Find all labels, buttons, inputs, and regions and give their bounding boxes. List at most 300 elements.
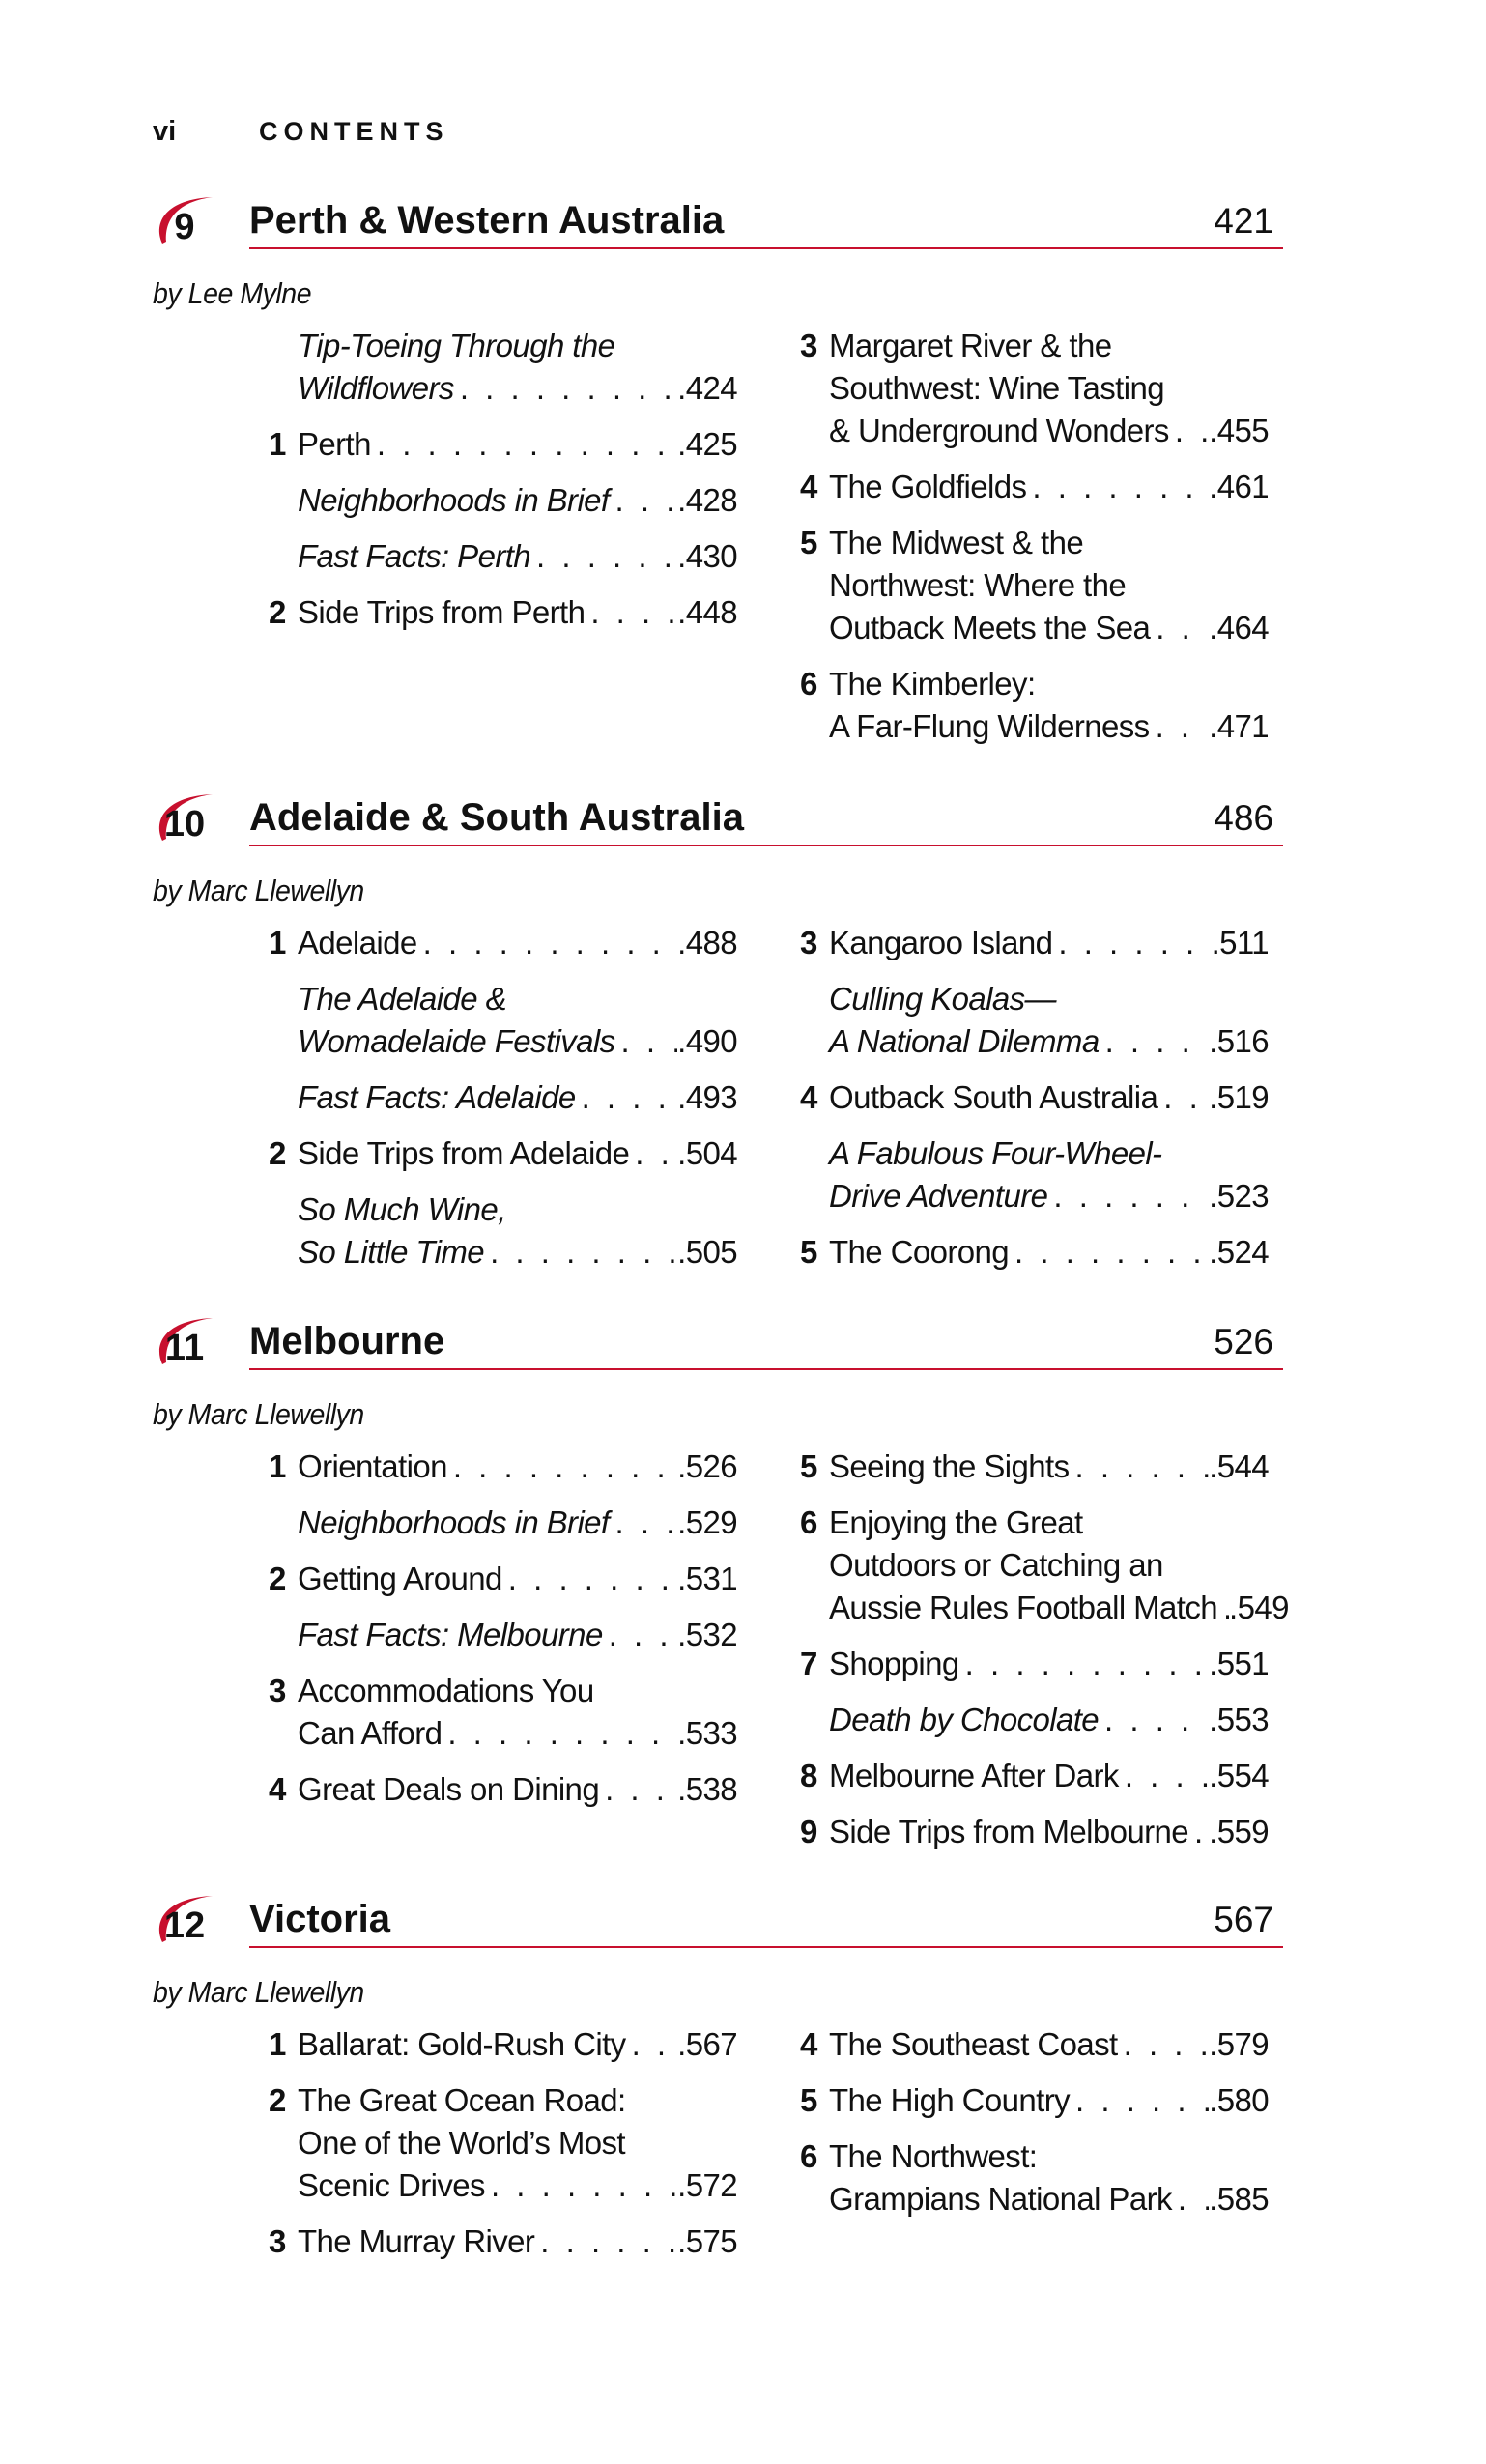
dot-leader bbox=[1070, 2079, 1209, 2122]
toc-column-right bbox=[800, 1446, 1289, 1867]
dot-leader bbox=[442, 1712, 677, 1755]
entry-title-line: Adelaide bbox=[298, 925, 417, 960]
entry-page-number: .544 bbox=[1209, 1448, 1269, 1484]
entry-line bbox=[829, 1446, 1269, 1488]
entry-title-line: The High Country bbox=[829, 2082, 1071, 2118]
section-number: 6 bbox=[800, 1504, 817, 1540]
dot-leader bbox=[1069, 1446, 1209, 1488]
entry-line bbox=[298, 1614, 737, 1656]
entry-page-number: .505 bbox=[677, 1234, 737, 1270]
dot-leader bbox=[502, 1558, 677, 1600]
chapter-byline: by Lee Mylne bbox=[153, 276, 312, 310]
dot-leader bbox=[1009, 1231, 1209, 1274]
entry-title-line: Shopping bbox=[829, 1646, 959, 1681]
toc-section-entry[interactable] bbox=[800, 466, 1269, 508]
chapter-title: Victoria bbox=[249, 1898, 390, 1940]
entry-line bbox=[298, 1132, 737, 1175]
entry-title-line: A National Dilemma bbox=[829, 1023, 1100, 1059]
chapter-number-badge bbox=[153, 790, 213, 845]
running-head bbox=[153, 116, 449, 148]
entry-page-number: .448 bbox=[677, 594, 737, 630]
entry-text bbox=[269, 1132, 737, 1175]
entry-line bbox=[829, 410, 1269, 452]
entry-title-line: Fast Facts: Melbourne bbox=[298, 1617, 603, 1652]
toc-columns bbox=[153, 325, 1283, 744]
chapter-section bbox=[153, 193, 1283, 744]
chapter-number: 10 bbox=[163, 804, 206, 845]
entry-text bbox=[269, 2023, 737, 2066]
entry-title-line: Wildflowers bbox=[298, 370, 454, 406]
entry-title-line: Accommodations You bbox=[298, 1673, 594, 1708]
entry-line bbox=[829, 1231, 1269, 1274]
section-number: 3 bbox=[800, 925, 817, 960]
entry-title-line: Outback Meets the Sea bbox=[829, 610, 1151, 645]
dot-leader bbox=[576, 1076, 678, 1119]
toc-columns bbox=[153, 2023, 1283, 2275]
entry-title-line: The Coorong bbox=[829, 1234, 1010, 1270]
section-number: 1 bbox=[269, 925, 286, 960]
section-number: 5 bbox=[800, 525, 817, 560]
entry-text bbox=[269, 325, 737, 410]
entry-title-line: Great Deals on Dining bbox=[298, 1771, 600, 1807]
entry-text bbox=[800, 1231, 1269, 1274]
entry-text bbox=[800, 2135, 1269, 2220]
entry-line bbox=[298, 1768, 737, 1811]
entry-line bbox=[298, 922, 737, 964]
entry-title-line: The Adelaide & bbox=[298, 981, 507, 1017]
entry-page-number: .575 bbox=[677, 2223, 737, 2259]
dot-leader bbox=[1169, 410, 1209, 452]
entry-title-line: Can Afford bbox=[298, 1715, 443, 1751]
entry-text bbox=[269, 1768, 737, 1811]
chapter-header bbox=[153, 1314, 1283, 1372]
entry-title-line: Culling Koalas— bbox=[829, 981, 1056, 1017]
section-number: 5 bbox=[800, 2082, 817, 2118]
entry-line bbox=[298, 1231, 737, 1274]
entry-title-line: So Much Wine, bbox=[298, 1191, 506, 1227]
chapter-title: Perth & Western Australia bbox=[249, 199, 725, 242]
chapter-rule bbox=[249, 1368, 1283, 1370]
entry-title-line: A Far-Flung Wilderness bbox=[829, 708, 1150, 744]
toc-column-left bbox=[269, 2023, 737, 2277]
entry-title-line: Neighborhoods in Brief bbox=[298, 1504, 610, 1540]
entry-title-line: Grampians National Park bbox=[829, 2181, 1172, 2217]
dot-leader bbox=[610, 1502, 678, 1544]
dot-leader bbox=[530, 535, 677, 578]
toc-feature-entry[interactable] bbox=[269, 325, 737, 410]
toc-section-entry[interactable] bbox=[269, 2079, 737, 2207]
entry-text bbox=[269, 1502, 737, 1544]
entry-page-number: .579 bbox=[1209, 2026, 1269, 2062]
toc-feature-entry[interactable] bbox=[269, 978, 737, 1063]
entry-line bbox=[298, 978, 737, 1020]
entry-title-line: The Northwest: bbox=[829, 2138, 1038, 2174]
entry-line bbox=[829, 705, 1269, 748]
entry-page-number: .504 bbox=[677, 1135, 737, 1171]
section-number: 2 bbox=[269, 594, 286, 630]
chapter-number: 11 bbox=[164, 1328, 205, 1368]
entry-title-line: Death by Chocolate bbox=[829, 1702, 1100, 1737]
chapter-header bbox=[153, 1892, 1283, 1950]
entry-text bbox=[269, 1558, 737, 1600]
entry-page-number: .488 bbox=[677, 925, 737, 960]
dot-leader bbox=[1100, 1020, 1210, 1063]
entry-page-number: .532 bbox=[677, 1617, 737, 1652]
entry-title-line: Southwest: Wine Tasting bbox=[829, 370, 1164, 406]
entry-title-line: Aussie Rules Football Match bbox=[829, 1590, 1217, 1625]
section-number: 9 bbox=[800, 1814, 817, 1849]
entry-page-number: .464 bbox=[1209, 610, 1269, 645]
toc-column-right bbox=[800, 2023, 1269, 2234]
section-number: 5 bbox=[800, 1448, 817, 1484]
toc-section-entry[interactable] bbox=[800, 1446, 1269, 1488]
entry-line bbox=[829, 1587, 1289, 1629]
chapter-page-number: 421 bbox=[1214, 201, 1273, 241]
toc-section-entry[interactable] bbox=[800, 663, 1269, 748]
entry-text bbox=[800, 978, 1269, 1063]
entry-line bbox=[829, 922, 1269, 964]
section-number: 5 bbox=[800, 1234, 817, 1270]
dot-leader bbox=[454, 367, 677, 410]
dot-leader bbox=[1118, 2023, 1210, 2066]
entry-page-number: .529 bbox=[677, 1504, 737, 1540]
dot-leader bbox=[585, 591, 677, 634]
entry-title-line: A Fabulous Four-Wheel- bbox=[829, 1135, 1162, 1171]
entry-text bbox=[269, 2220, 737, 2263]
section-number: 2 bbox=[269, 2082, 286, 2118]
dot-leader bbox=[629, 1132, 677, 1175]
toc-feature-entry[interactable] bbox=[269, 1189, 737, 1274]
entry-title-line: One of the World’s Most bbox=[298, 2125, 625, 2161]
dot-leader bbox=[484, 1231, 677, 1274]
entry-line bbox=[829, 1544, 1269, 1587]
entry-line bbox=[298, 591, 737, 634]
entry-text bbox=[800, 325, 1269, 452]
chapter-title: Adelaide & South Australia bbox=[249, 796, 744, 839]
section-number: 3 bbox=[800, 328, 817, 363]
chapter-section bbox=[153, 790, 1283, 1279]
toc-column-left bbox=[269, 1446, 737, 1824]
entry-title-line: Outdoors or Catching an bbox=[829, 1547, 1163, 1583]
entry-text bbox=[269, 535, 737, 578]
dot-leader bbox=[371, 423, 677, 466]
entry-title-line: Outback South Australia bbox=[829, 1079, 1158, 1115]
entry-text bbox=[800, 1502, 1289, 1629]
section-number: 6 bbox=[800, 666, 817, 702]
chapter-section bbox=[153, 1892, 1283, 2275]
dot-leader bbox=[1099, 1699, 1209, 1741]
dot-leader bbox=[1026, 466, 1209, 508]
entry-line bbox=[829, 1811, 1269, 1853]
entry-title-line: Tip-Toeing Through the bbox=[298, 328, 615, 363]
entry-text bbox=[800, 1076, 1269, 1119]
chapter-page-number: 486 bbox=[1214, 798, 1273, 838]
toc-feature-entry[interactable] bbox=[800, 978, 1269, 1063]
toc-section-entry[interactable] bbox=[269, 423, 737, 466]
entry-text bbox=[800, 922, 1269, 964]
dot-leader bbox=[1119, 1755, 1209, 1797]
entry-title-line: The Southeast Coast bbox=[829, 2026, 1118, 2062]
entry-page-number: .531 bbox=[677, 1561, 737, 1596]
entry-page-number: .526 bbox=[677, 1448, 737, 1484]
entry-title-line: Side Trips from Melbourne bbox=[829, 1814, 1188, 1849]
page-folio: vi bbox=[153, 116, 177, 147]
section-number: 4 bbox=[269, 1771, 286, 1807]
entry-page-number: .538 bbox=[677, 1771, 737, 1807]
entry-page-number: .551 bbox=[1209, 1646, 1269, 1681]
dot-leader bbox=[1157, 1076, 1209, 1119]
toc-column-right bbox=[800, 325, 1269, 761]
entry-title-line: & Underground Wonders bbox=[829, 413, 1169, 448]
chapter-page-number: 526 bbox=[1214, 1322, 1273, 1361]
toc-section-entry[interactable] bbox=[800, 325, 1269, 452]
toc-column-left bbox=[269, 922, 737, 1287]
entry-text bbox=[269, 1670, 737, 1755]
section-number: 4 bbox=[800, 1079, 817, 1115]
entry-text bbox=[269, 1076, 737, 1119]
entry-text bbox=[269, 2079, 737, 2207]
entry-page-number: .430 bbox=[677, 538, 737, 574]
dot-leader bbox=[1188, 1811, 1209, 1853]
entry-line bbox=[298, 2079, 737, 2122]
entry-title-line: Womadelaide Festivals bbox=[298, 1023, 615, 1059]
chapter-number-badge bbox=[153, 1892, 213, 1946]
dot-leader bbox=[610, 479, 678, 522]
entry-line bbox=[298, 1020, 737, 1063]
dot-leader bbox=[1150, 607, 1209, 649]
entry-line bbox=[298, 2220, 737, 2263]
section-number: 7 bbox=[800, 1646, 817, 1681]
entry-text bbox=[269, 479, 737, 522]
entry-title-line: Getting Around bbox=[298, 1561, 502, 1596]
entry-line bbox=[829, 522, 1269, 564]
entry-line bbox=[829, 2135, 1269, 2178]
entry-text bbox=[800, 466, 1269, 508]
entry-title-line: Enjoying the Great bbox=[829, 1504, 1083, 1540]
entry-title-line: The Midwest & the bbox=[829, 525, 1084, 560]
dot-leader bbox=[603, 1614, 677, 1656]
entry-text bbox=[800, 1132, 1269, 1218]
entry-page-number: .549 bbox=[1229, 1590, 1289, 1625]
entry-page-number: .428 bbox=[677, 482, 737, 518]
entry-line bbox=[829, 564, 1269, 607]
entry-title-line: Neighborhoods in Brief bbox=[298, 482, 610, 518]
running-head-label: CONTENTS bbox=[259, 117, 449, 146]
chapter-number: 9 bbox=[174, 207, 195, 247]
chapter-number: 12 bbox=[163, 1905, 206, 1946]
dot-leader bbox=[417, 922, 678, 964]
dot-leader bbox=[626, 2023, 678, 2066]
toc-section-entry[interactable] bbox=[269, 2023, 737, 2066]
entry-page-number: .554 bbox=[1209, 1758, 1269, 1793]
entry-text bbox=[269, 922, 737, 964]
chapter-header bbox=[153, 193, 1283, 251]
entry-line bbox=[298, 535, 737, 578]
entry-line bbox=[829, 607, 1269, 649]
entry-title-line: Fast Facts: Adelaide bbox=[298, 1079, 576, 1115]
toc-column-right bbox=[800, 922, 1269, 1287]
chapter-number-badge bbox=[153, 1314, 213, 1368]
entry-line bbox=[298, 479, 737, 522]
entry-page-number: .461 bbox=[1209, 469, 1269, 504]
toc-columns bbox=[153, 922, 1283, 1279]
entry-line bbox=[298, 367, 737, 410]
entry-page-number: .519 bbox=[1209, 1079, 1269, 1115]
entry-line bbox=[298, 1712, 737, 1755]
entry-text bbox=[800, 1755, 1269, 1797]
entry-line bbox=[298, 2164, 737, 2207]
toc-feature-entry[interactable] bbox=[269, 479, 737, 522]
entry-title-line: Side Trips from Perth bbox=[298, 594, 586, 630]
chapter-rule bbox=[249, 845, 1283, 846]
entry-text bbox=[269, 423, 737, 466]
toc-section-entry[interactable] bbox=[269, 1670, 737, 1755]
entry-line bbox=[298, 1558, 737, 1600]
entry-title-line: Melbourne After Dark bbox=[829, 1758, 1119, 1793]
dot-leader bbox=[1217, 1587, 1229, 1629]
entry-line bbox=[298, 1076, 737, 1119]
toc-section-entry[interactable] bbox=[800, 2135, 1269, 2220]
entry-line bbox=[829, 1076, 1269, 1119]
entry-line bbox=[298, 325, 737, 367]
entry-title-line: Ballarat: Gold-Rush City bbox=[298, 2026, 626, 2062]
toc-feature-entry[interactable] bbox=[800, 1699, 1269, 1741]
entry-line bbox=[829, 466, 1269, 508]
chapter-title: Melbourne bbox=[249, 1320, 445, 1362]
entry-text bbox=[269, 591, 737, 634]
entry-title-line: Kangaroo Island bbox=[829, 925, 1053, 960]
section-number: 2 bbox=[269, 1135, 286, 1171]
dot-leader bbox=[599, 1768, 677, 1811]
toc-section-entry[interactable] bbox=[800, 1811, 1269, 1853]
entry-text bbox=[800, 663, 1269, 748]
chapter-rule bbox=[249, 247, 1283, 249]
section-number: 3 bbox=[269, 1673, 286, 1708]
dot-leader bbox=[1172, 2178, 1209, 2220]
section-number: 8 bbox=[800, 1758, 817, 1793]
entry-text bbox=[800, 1643, 1269, 1685]
dot-leader bbox=[615, 1020, 678, 1063]
toc-section-entry[interactable] bbox=[800, 1076, 1269, 1119]
chapter-byline: by Marc Llewellyn bbox=[153, 1975, 364, 2009]
chapter-section bbox=[153, 1314, 1289, 1880]
entry-text bbox=[269, 1446, 737, 1488]
chapter-byline: by Marc Llewellyn bbox=[153, 874, 364, 907]
toc-section-entry[interactable] bbox=[800, 2079, 1269, 2122]
entry-title-line: Perth bbox=[298, 426, 371, 462]
entry-title-line: Scenic Drives bbox=[298, 2167, 485, 2203]
toc-section-entry[interactable] bbox=[800, 1502, 1289, 1629]
entry-page-number: .455 bbox=[1209, 413, 1269, 448]
section-number: 4 bbox=[800, 2026, 817, 2062]
chapter-byline: by Marc Llewellyn bbox=[153, 1397, 364, 1431]
chapter-page-number: 567 bbox=[1214, 1900, 1273, 1939]
entry-page-number: .490 bbox=[677, 1023, 737, 1059]
entry-title-line: The Kimberley: bbox=[829, 666, 1036, 702]
toc-section-entry[interactable] bbox=[800, 1755, 1269, 1797]
section-number: 2 bbox=[269, 1561, 286, 1596]
section-number: 4 bbox=[800, 469, 817, 504]
entry-title-line: The Goldfields bbox=[829, 469, 1027, 504]
entry-title-line: So Little Time bbox=[298, 1234, 485, 1270]
toc-section-entry[interactable] bbox=[269, 1132, 737, 1175]
entry-text bbox=[800, 1811, 1269, 1853]
toc-feature-entry[interactable] bbox=[269, 1502, 737, 1544]
toc-section-entry[interactable] bbox=[269, 1446, 737, 1488]
dot-leader bbox=[959, 1643, 1210, 1685]
section-number: 1 bbox=[269, 426, 286, 462]
entry-title-line: The Murray River bbox=[298, 2223, 535, 2259]
toc-feature-entry[interactable] bbox=[269, 1614, 737, 1656]
entry-line bbox=[829, 1175, 1269, 1218]
entry-line bbox=[829, 1643, 1269, 1685]
entry-page-number: .493 bbox=[677, 1079, 737, 1115]
toc-section-entry[interactable] bbox=[800, 1231, 1269, 1274]
entry-line bbox=[298, 2023, 737, 2066]
toc-feature-entry[interactable] bbox=[269, 535, 737, 578]
entry-title-line: Margaret River & the bbox=[829, 328, 1112, 363]
chapter-rule bbox=[249, 1946, 1283, 1948]
entry-line bbox=[829, 1699, 1269, 1741]
entry-text bbox=[269, 1614, 737, 1656]
entry-line bbox=[298, 1502, 737, 1544]
toc-section-entry[interactable] bbox=[800, 2023, 1269, 2066]
entry-text bbox=[269, 1189, 737, 1274]
entry-page-number: .524 bbox=[1209, 1234, 1269, 1270]
toc-columns bbox=[153, 1446, 1289, 1880]
entry-title-line: Seeing the Sights bbox=[829, 1448, 1070, 1484]
entry-line bbox=[829, 663, 1269, 705]
entry-line bbox=[298, 1670, 737, 1712]
entry-text bbox=[269, 978, 737, 1063]
entry-line bbox=[829, 1020, 1269, 1063]
toc-section-entry[interactable] bbox=[269, 2220, 737, 2263]
toc-column-left bbox=[269, 325, 737, 647]
entry-text bbox=[800, 522, 1269, 649]
dot-leader bbox=[1150, 705, 1210, 748]
entry-line bbox=[298, 2122, 737, 2164]
entry-text bbox=[800, 2079, 1269, 2122]
entry-line bbox=[829, 978, 1269, 1020]
toc-section-entry[interactable] bbox=[269, 1768, 737, 1811]
entry-text bbox=[800, 1446, 1269, 1488]
entry-title-line: Northwest: Where the bbox=[829, 567, 1127, 603]
toc-section-entry[interactable] bbox=[800, 922, 1269, 964]
entry-page-number: .572 bbox=[677, 2167, 737, 2203]
entry-title-line: The Great Ocean Road: bbox=[298, 2082, 626, 2118]
entry-title-line: Side Trips from Adelaide bbox=[298, 1135, 630, 1171]
toc-section-entry[interactable] bbox=[800, 522, 1269, 649]
entry-line bbox=[829, 325, 1269, 367]
toc-feature-entry[interactable] bbox=[800, 1132, 1269, 1218]
toc-section-entry[interactable] bbox=[269, 591, 737, 634]
dot-leader bbox=[534, 2220, 677, 2263]
entry-line bbox=[298, 1189, 737, 1231]
toc-section-entry[interactable] bbox=[269, 1558, 737, 1600]
entry-line bbox=[829, 2178, 1269, 2220]
toc-section-entry[interactable] bbox=[269, 922, 737, 964]
toc-section-entry[interactable] bbox=[800, 1643, 1269, 1685]
toc-feature-entry[interactable] bbox=[269, 1076, 737, 1119]
entry-page-number: .567 bbox=[677, 2026, 737, 2062]
entry-line bbox=[829, 367, 1269, 410]
dot-leader bbox=[1052, 922, 1211, 964]
entry-title-line: Drive Adventure bbox=[829, 1178, 1048, 1214]
entry-line bbox=[298, 1446, 737, 1488]
entry-page-number: .516 bbox=[1209, 1023, 1269, 1059]
entry-page-number: .425 bbox=[677, 426, 737, 462]
chapter-header bbox=[153, 790, 1283, 848]
